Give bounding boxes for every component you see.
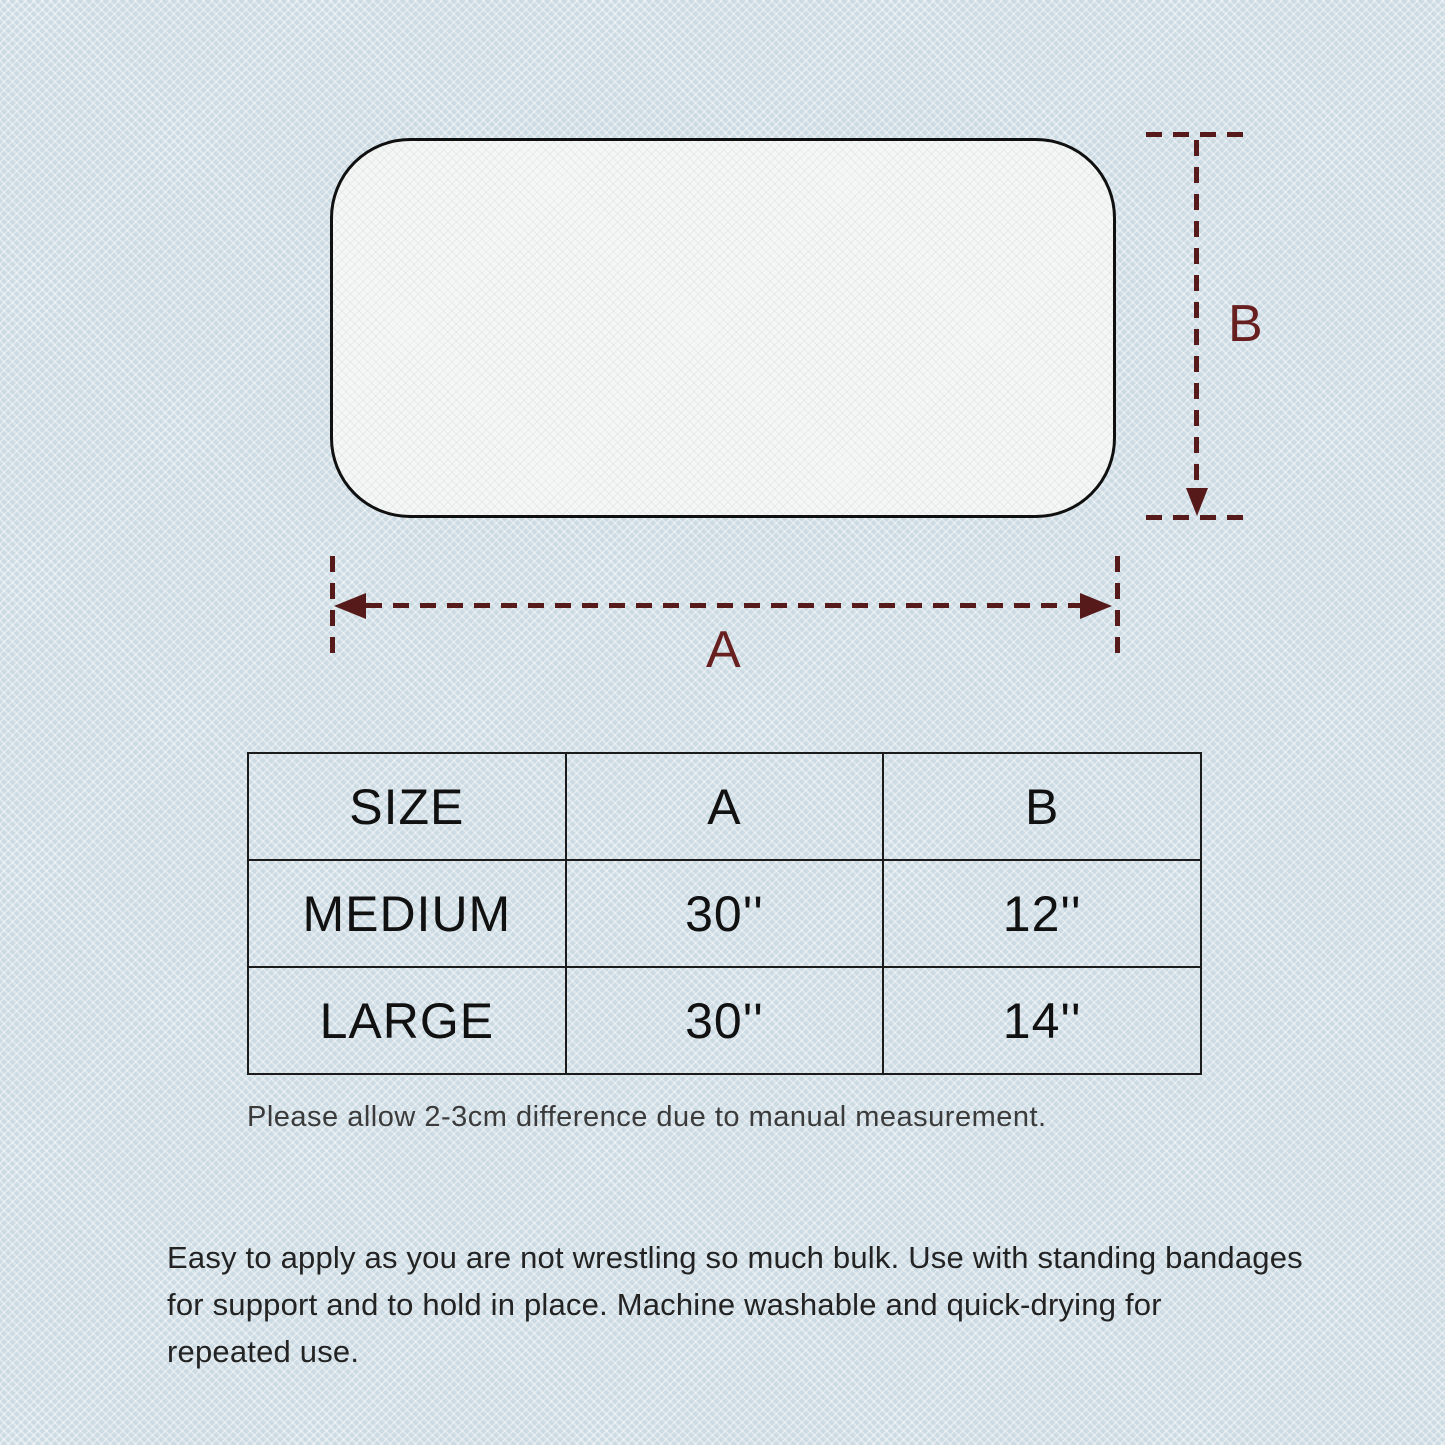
product-pad-outline-shape (330, 138, 1116, 518)
dim-a-right-extension-line (1115, 556, 1120, 662)
measurement-note: Please allow 2-3cm difference due to manual measurement. (247, 1101, 1047, 1133)
size-table-header-b: B (883, 753, 1201, 860)
size-table-header-a: A (566, 753, 884, 860)
cell-large-b: 14'' (883, 967, 1201, 1074)
product-description-line: repeated use. (167, 1334, 360, 1369)
dim-b-top-extension-line (1146, 132, 1246, 137)
dim-b-label: B (1228, 295, 1263, 353)
size-table-row-large (248, 967, 1201, 1074)
product-description-line: for support and to hold in place. Machine washable and quick-drying for (167, 1287, 1162, 1322)
product-description (167, 1234, 1327, 1375)
cell-medium-size: MEDIUM (248, 860, 566, 967)
size-table-header-row (248, 753, 1201, 860)
size-table (247, 752, 1202, 1075)
cell-medium-b: 12'' (883, 860, 1201, 967)
dim-a-arrowhead-left-icon (334, 593, 366, 619)
cell-large-size: LARGE (248, 967, 566, 1074)
cell-large-a: 30'' (566, 967, 884, 1074)
dim-a-arrowhead-right-icon (1080, 593, 1112, 619)
product-description-line: Easy to apply as you are not wrestling so much bulk. Use with standing bandages (167, 1240, 1303, 1275)
dim-a-dashed-line (366, 603, 1080, 608)
cell-medium-a: 30'' (566, 860, 884, 967)
dim-a-label: A (706, 621, 741, 679)
size-table-row-medium (248, 860, 1201, 967)
dim-b-arrowhead-down-icon (1186, 488, 1208, 516)
dim-b-dashed-line (1194, 140, 1199, 492)
size-table-header-size: SIZE (248, 753, 566, 860)
